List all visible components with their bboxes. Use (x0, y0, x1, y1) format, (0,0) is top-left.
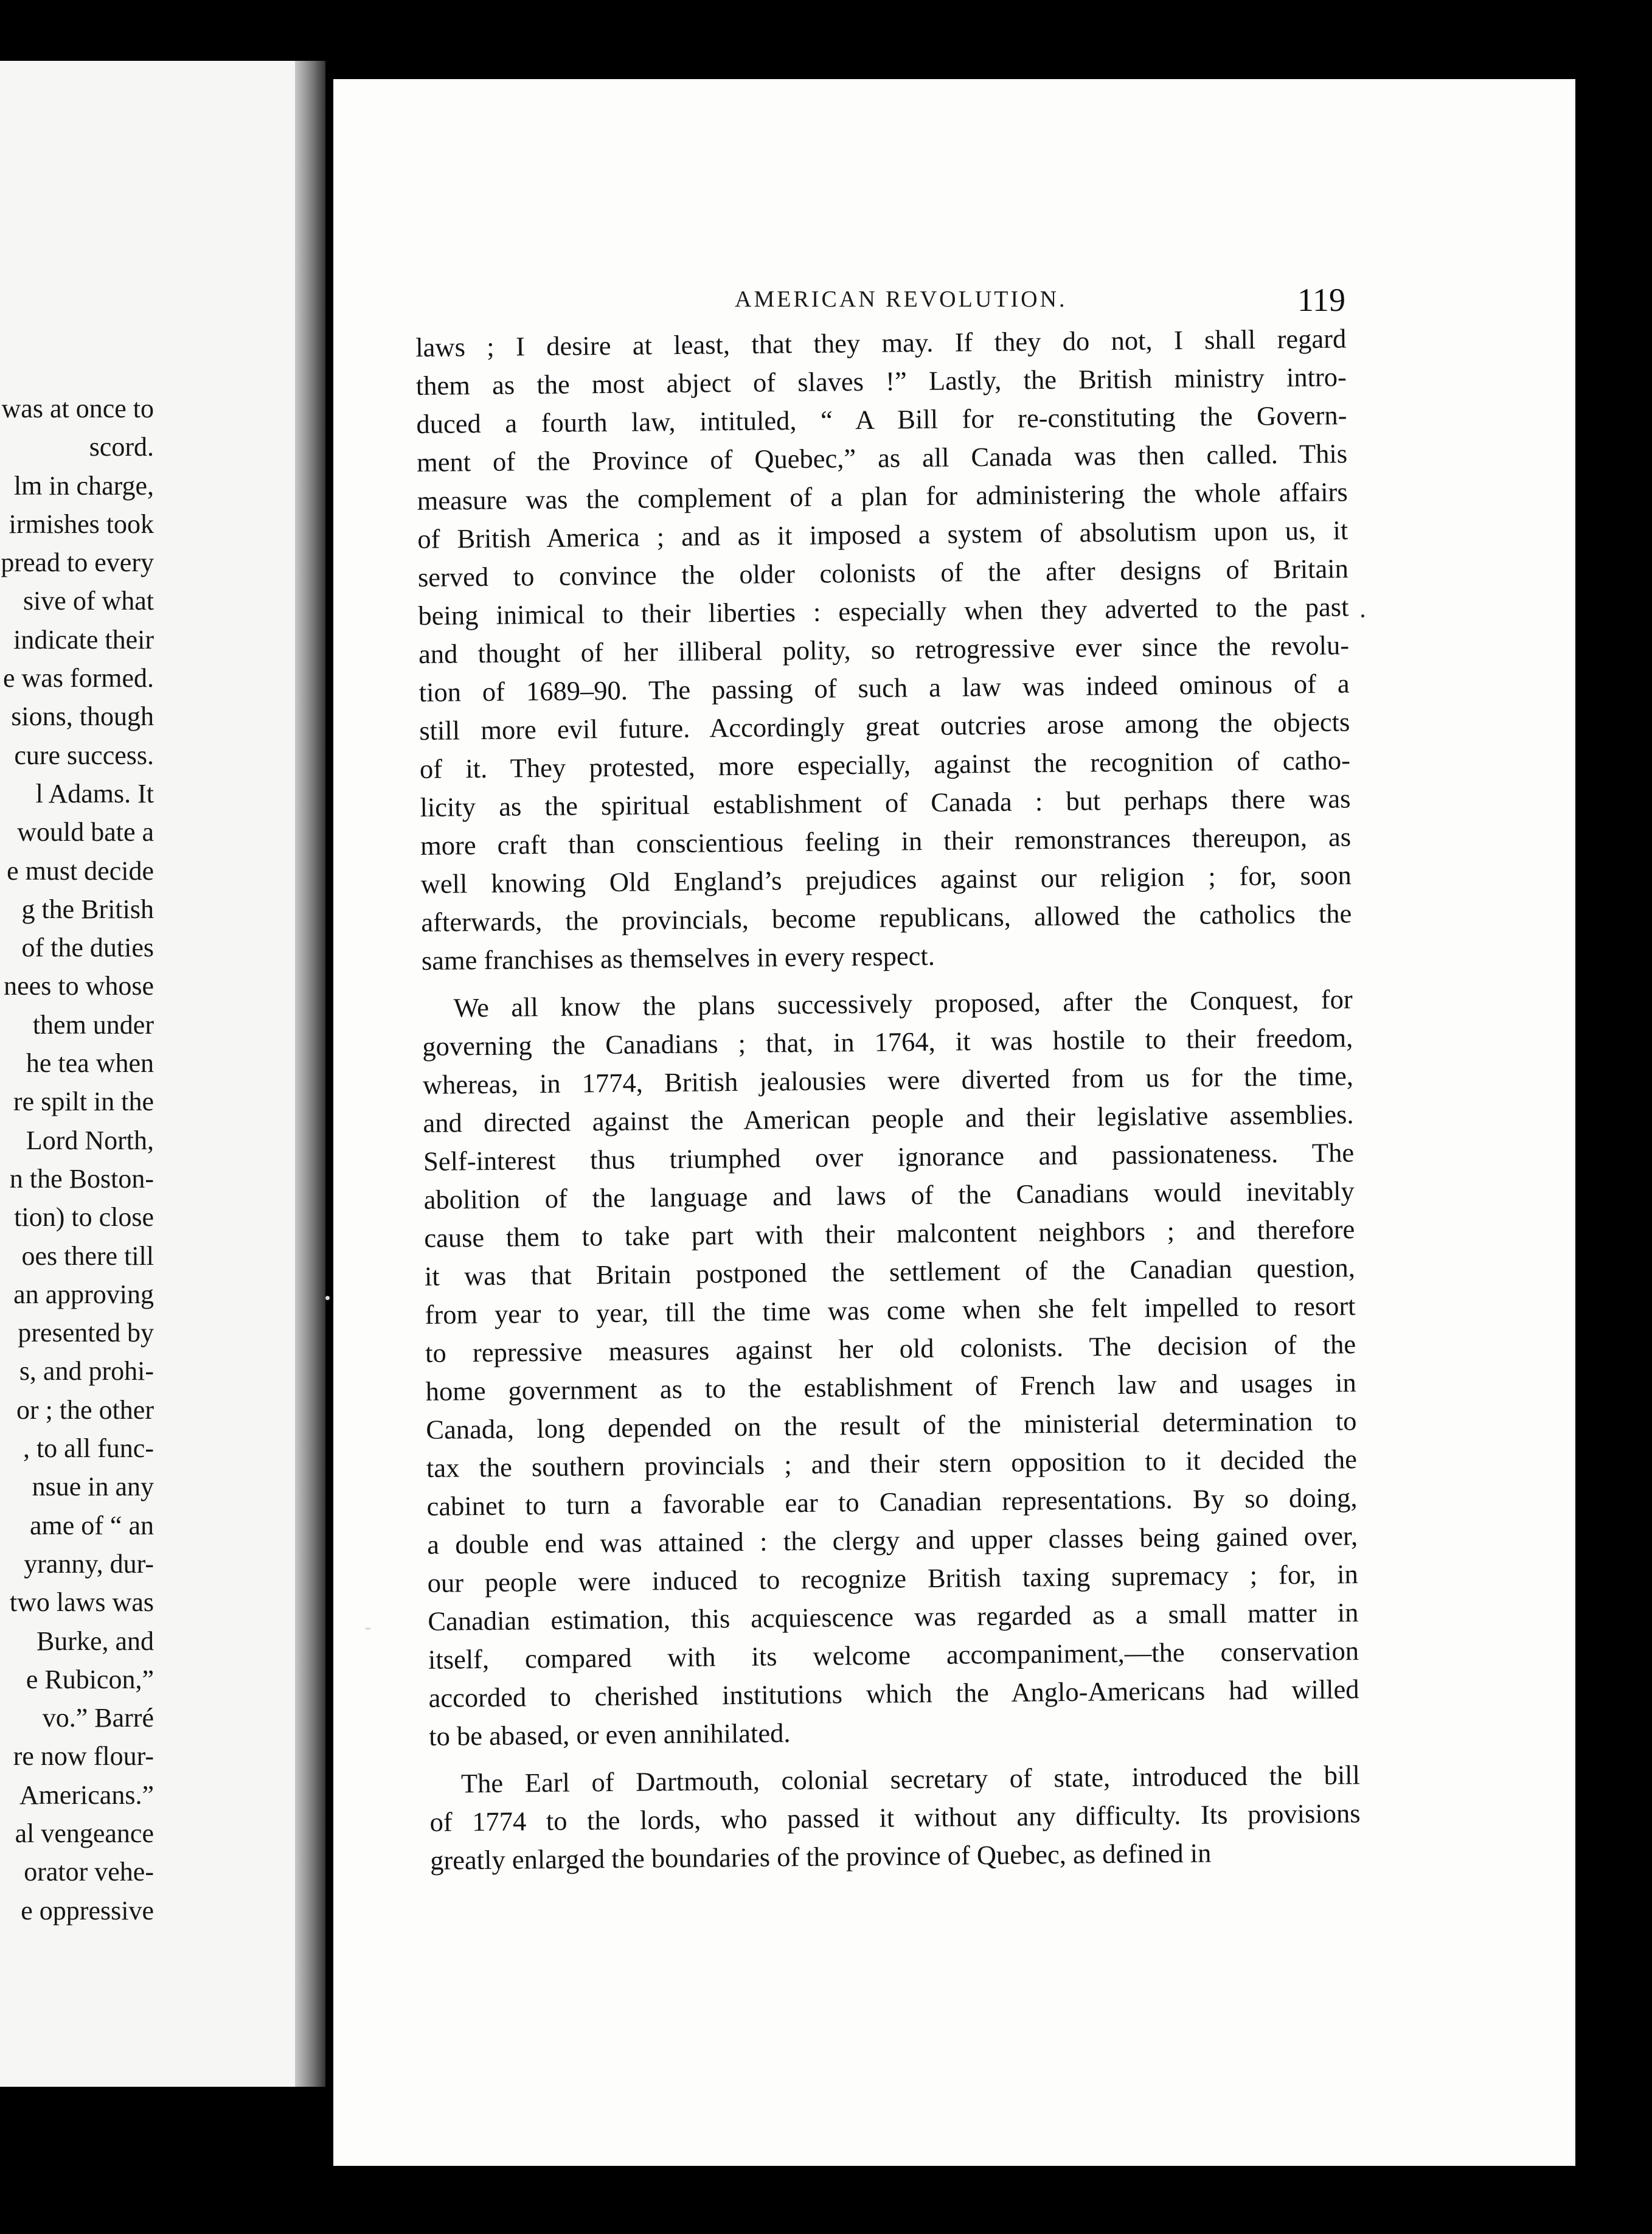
text-line: more craft than conscientious feeling in their remonstrances thereupon, as (420, 821, 1352, 861)
left-page-line: s, and prohi- (19, 1356, 154, 1387)
left-page-line: sive of what (23, 586, 154, 616)
text-line: from year to year, till the time was come when she felt impelled to resort (425, 1290, 1356, 1330)
left-page-line: cure success. (14, 740, 154, 770)
paragraph (429, 1756, 1361, 1880)
print-speck (1361, 614, 1364, 618)
left-page-line: orator vehe- (24, 1857, 154, 1887)
left-page-line: pread to every (1, 548, 154, 578)
left-page-line: of the duties (21, 933, 154, 963)
left-page-line: nees to whose (4, 971, 154, 1001)
text-line: duced a fourth law, intituled, “ A Bill for re-constituting the Govern- (416, 400, 1347, 439)
text-line: We all know the plans successively proposed, after the Conquest, for (453, 984, 1353, 1023)
left-page-line: Americans.” (19, 1780, 154, 1810)
left-page-line: re now flour- (13, 1741, 154, 1772)
text-line: whereas, in 1774, British jealousies were diverted from us for the time, (422, 1060, 1354, 1100)
left-page-line: , to all func- (23, 1433, 154, 1464)
left-page-line: ame of “ an (30, 1510, 154, 1540)
text-line: ment of the Province of Quebec,” as all Canada was then called. This (416, 438, 1348, 478)
text-line: a double end was attained : the clergy and upper classes being gained over, (426, 1520, 1358, 1560)
text-line: of it. They protested, more especially, against the recognition of catho- (419, 745, 1351, 784)
left-page-line: them under (32, 1009, 154, 1040)
left-page-line: l Adams. It (35, 778, 154, 809)
text-line: our people were induced to recognize British taxing supremacy ; for, in (427, 1559, 1358, 1598)
left-page-line: al vengeance (15, 1818, 154, 1848)
text-line: same franchises as themselves in every respect. (421, 940, 935, 976)
text-line: governing the Canadians ; that, in 1764, it was hostile to their freedom, (422, 1022, 1353, 1062)
left-page-line: an approving (13, 1279, 154, 1309)
running-title: AMERICAN REVOLUTION. (735, 287, 1067, 312)
left-page-fragment (0, 61, 307, 2087)
left-page-line: nsue in any (32, 1472, 154, 1502)
text-line: The Earl of Dartmouth, colonial secretary of state, introduced the bill (460, 1759, 1361, 1799)
text-line: it was that Britain postponed the settlement of the Canadian question, (424, 1252, 1356, 1292)
left-page-line: yranny, dur- (24, 1548, 154, 1579)
left-page-line: oes there till (21, 1241, 154, 1271)
scan-speck (365, 1627, 371, 1630)
right-page (333, 79, 1575, 2166)
paragraph (415, 319, 1352, 980)
text-line: tion of 1689–90. The passing of such a law was indeed ominous of a (418, 668, 1350, 708)
text-line: home government as to the establishment of French law and usages in (425, 1367, 1356, 1407)
left-page-line: lm in charge, (13, 470, 154, 501)
text-line: and directed against the American people and their legislative assemblies. (423, 1099, 1354, 1138)
left-page-line: he tea when (26, 1048, 154, 1079)
left-page-line: g the British (21, 894, 154, 924)
text-line: cause them to take part with their malcontent neighbors ; and therefore (424, 1214, 1355, 1253)
text-line: greatly enlarged the boundaries of the province of Quebec, as defined in (429, 1837, 1212, 1876)
gutter-shadow (295, 61, 325, 2087)
text-line: to be abased, or even annihilated. (428, 1717, 791, 1752)
left-page-line: sions, though (11, 701, 154, 732)
left-page-line: e was formed. (2, 663, 154, 694)
text-line: well knowing Old England’s prejudices against our religion ; for, soon (420, 860, 1352, 899)
left-page-line: tion) to close (14, 1202, 154, 1233)
text-line: being inimical to their liberties : especially when they adverted to the past (418, 591, 1349, 631)
text-line: of British America ; and as it imposed a system of absolutism upon us, it (417, 515, 1348, 554)
text-line: tax the southern provincials ; and their stern opposition to it decided the (426, 1444, 1358, 1483)
body-text (415, 319, 1361, 1880)
text-line: afterwards, the provincials, become republicans, allowed the catholics the (421, 898, 1352, 938)
text-line: cabinet to turn a favorable ear to Canadian representations. By so doing, (426, 1482, 1358, 1522)
left-page-line: Burke, and (36, 1626, 154, 1656)
left-page-line: indicate their (13, 624, 154, 655)
text-line: still more evil future. Accordingly great outcries arose among the objects (419, 706, 1350, 746)
page-number: 119 (1297, 282, 1345, 318)
left-page-line: would bate a (17, 817, 154, 847)
text-line: them as the most abject of slaves !” Lastly, the British ministry intro- (415, 361, 1347, 401)
left-page-line: e must decide (7, 855, 154, 886)
text-line: measure was the complement of a plan for administering the whole affairs (417, 476, 1348, 516)
text-line: licity as the spiritual establishment of Canada : but perhaps there was (420, 783, 1351, 823)
text-line: Self-interest thus triumphed over ignorance and passionateness. The (423, 1137, 1355, 1177)
text-line: laws ; I desire at least, that they may. If they do not, I shall regard (415, 323, 1347, 363)
left-page-line: e Rubicon,” (26, 1664, 154, 1694)
left-page-line: or ; the other (16, 1394, 154, 1425)
left-page-line: was at once to (1, 394, 154, 423)
left-page-line: vo.” Barré (42, 1703, 154, 1733)
paragraph (422, 980, 1359, 1756)
scan-speck (325, 1296, 330, 1300)
left-page-line: presented by (18, 1318, 154, 1348)
left-page-line: irmishes took (9, 509, 154, 539)
left-page-text (0, 389, 154, 1930)
left-page-line: Lord North, (26, 1125, 154, 1155)
left-page-line: re spilt in the (13, 1087, 154, 1117)
text-line: of 1774 to the lords, who passed it without any difficulty. Its provisions (429, 1798, 1361, 1837)
text-line: abolition of the language and laws of the Canadians would inevitably (423, 1175, 1355, 1215)
left-page-line: n the Boston- (9, 1163, 154, 1194)
left-page-line: scord. (89, 432, 154, 462)
left-page-line: e oppressive (21, 1895, 154, 1926)
text-line: Canada, long depended on the result of the ministerial determination to (426, 1405, 1357, 1445)
text-line: itself, compared with its welcome accompaniment,—the conservation (428, 1635, 1359, 1675)
text-line: and thought of her illiberal polity, so retrogressive ever since the revolu- (418, 630, 1350, 669)
text-line: accorded to cherished institutions which the Anglo-Americans had willed (428, 1674, 1359, 1713)
left-page-line: two laws was (9, 1587, 154, 1618)
text-line: served to convince the older colonists of the after designs of Britain (417, 553, 1349, 593)
text-line: to repressive measures against her old colonists. The decision of the (425, 1329, 1356, 1368)
text-line: Canadian estimation, this acquiescence was regarded as a small matter in (428, 1597, 1359, 1637)
